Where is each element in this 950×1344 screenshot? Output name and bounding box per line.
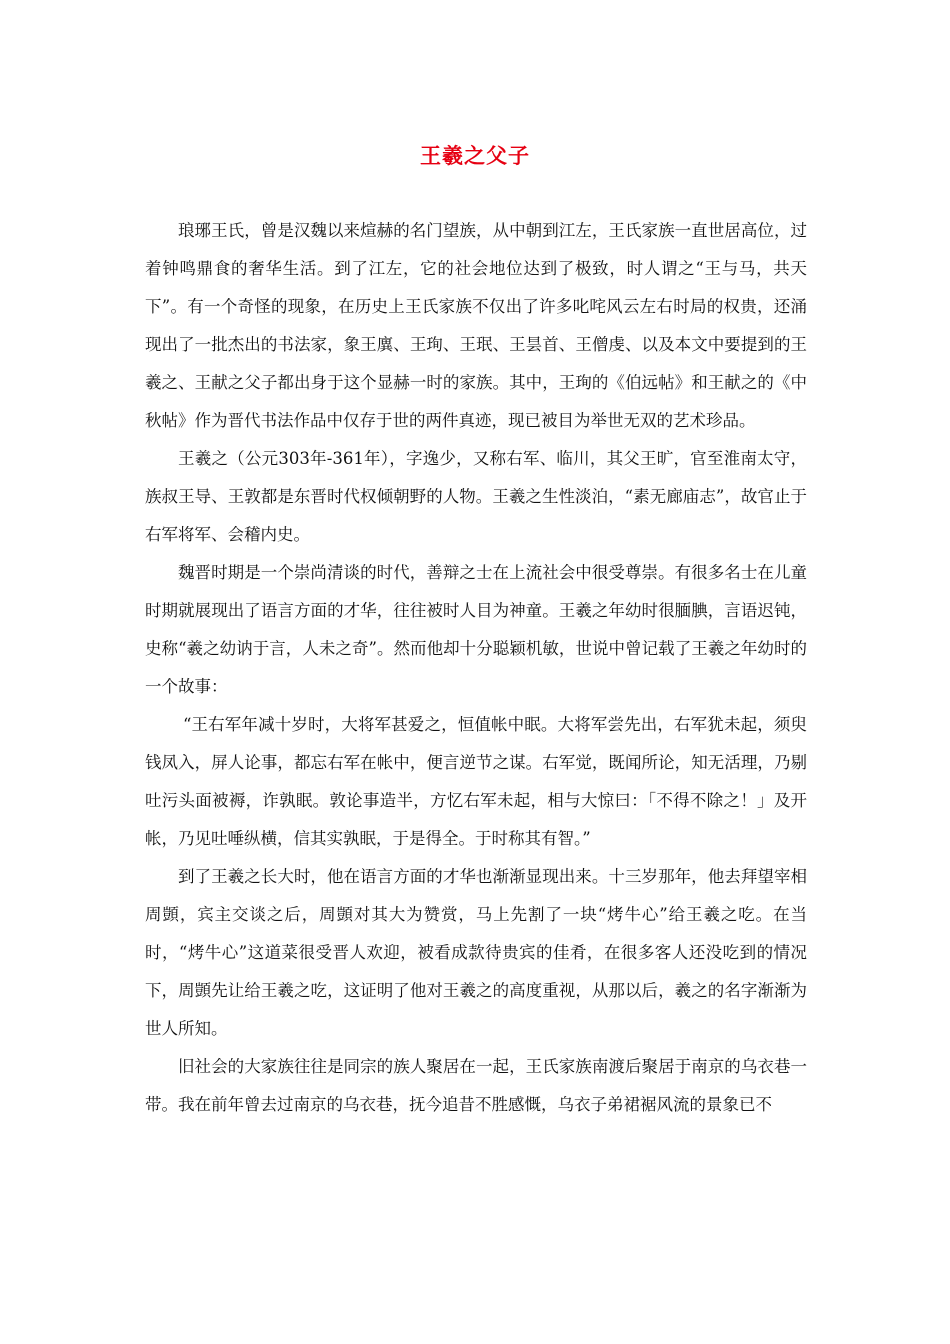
paragraph-roast-ox-heart: 到了王羲之长大时，他在语言方面的才华也渐渐显现出来。十三岁那年，他去拜望宰相周顗，宾主交谈之后，周顗对其大为赞赏，马上先割了一块“烤牛心”给王羲之吃。在当时，“烤牛心”这道菜很受晋人欢迎，被看成款待贵宾的佳肴，在很多客人还没吃到的情况下，周顗先让给王羲之吃，这证明了他对王羲之的高度重视，从那以后，羲之的名字渐渐为世人所知。 (145, 867, 807, 1038)
document-title: 王羲之父子 (420, 143, 530, 168)
paragraph-quoted-story: “王右军年减十岁时，大将军甚爱之，恒值帐中眠。大将军尝先出，右军犹未起，须臾钱凤入，屏人论事，都忘右军在帐中，便言逆节之谋。右军觉，既闻所论，知无活理，乃剔吐污头面被褥，诈孰眠。敦论事造半，方忆右军未起，相与大惊曰：「不得不除之！」及开帐，乃见吐唾纵横，信其实孰眠，于是得全。于时称其有智。” (145, 715, 807, 848)
paragraph-langya-wang-clan: 琅琊王氏，曾是汉魏以来煊赫的名门望族，从中朝到江左，王氏家族一直世居高位，过着钟鸣鼎食的奢华生活。到了江左，它的社会地位达到了极致，时人谓之“王与马，共天下”。有一个奇怪的现象，在历史上王氏家族不仅出了许多叱咤风云左右时局的权贵，还涌现出了一批杰出的书法家，象王廙、王珣、王珉、王昙首、王僧虔、以及本文中要提到的王羲之、王献之父子都出身于这个显赫一时的家族。其中，王珣的《伯远帖》和王献之的《中秋帖》作为晋代书法作品中仅存于世的两件真迹，现已被目为举世无双的艺术珍品。 (145, 221, 807, 430)
document-body (145, 212, 807, 1124)
paragraph-wang-xizhi-bio: 王羲之（公元303年-361年），字逸少，又称右军、临川，其父王旷，官至淮南太守，族叔王导、王敦都是东晋时代权倾朝野的人物。王羲之生性淡泊，“素无廊庙志”，故官止于右军将军、会稽内史。 (145, 449, 807, 544)
paragraph-wuyi-lane: 旧社会的大家族往往是同宗的族人聚居在一起，王氏家族南渡后聚居于南京的乌衣巷一带。我在前年曾去过南京的乌衣巷，抚今追昔不胜感慨，乌衣子弟裙裾风流的景象已不 (145, 1057, 807, 1114)
paragraph-wei-jin-era: 魏晋时期是一个崇尚清谈的时代，善辩之士在上流社会中很受尊崇。有很多名士在儿童时期就展现出了语言方面的才华，往往被时人目为神童。王羲之年幼时很腼腆，言语迟钝，史称“羲之幼讷于言，人未之奇”。然而他却十分聪颖机敏，世说中曾记载了王羲之年幼时的一个故事： (145, 563, 807, 696)
